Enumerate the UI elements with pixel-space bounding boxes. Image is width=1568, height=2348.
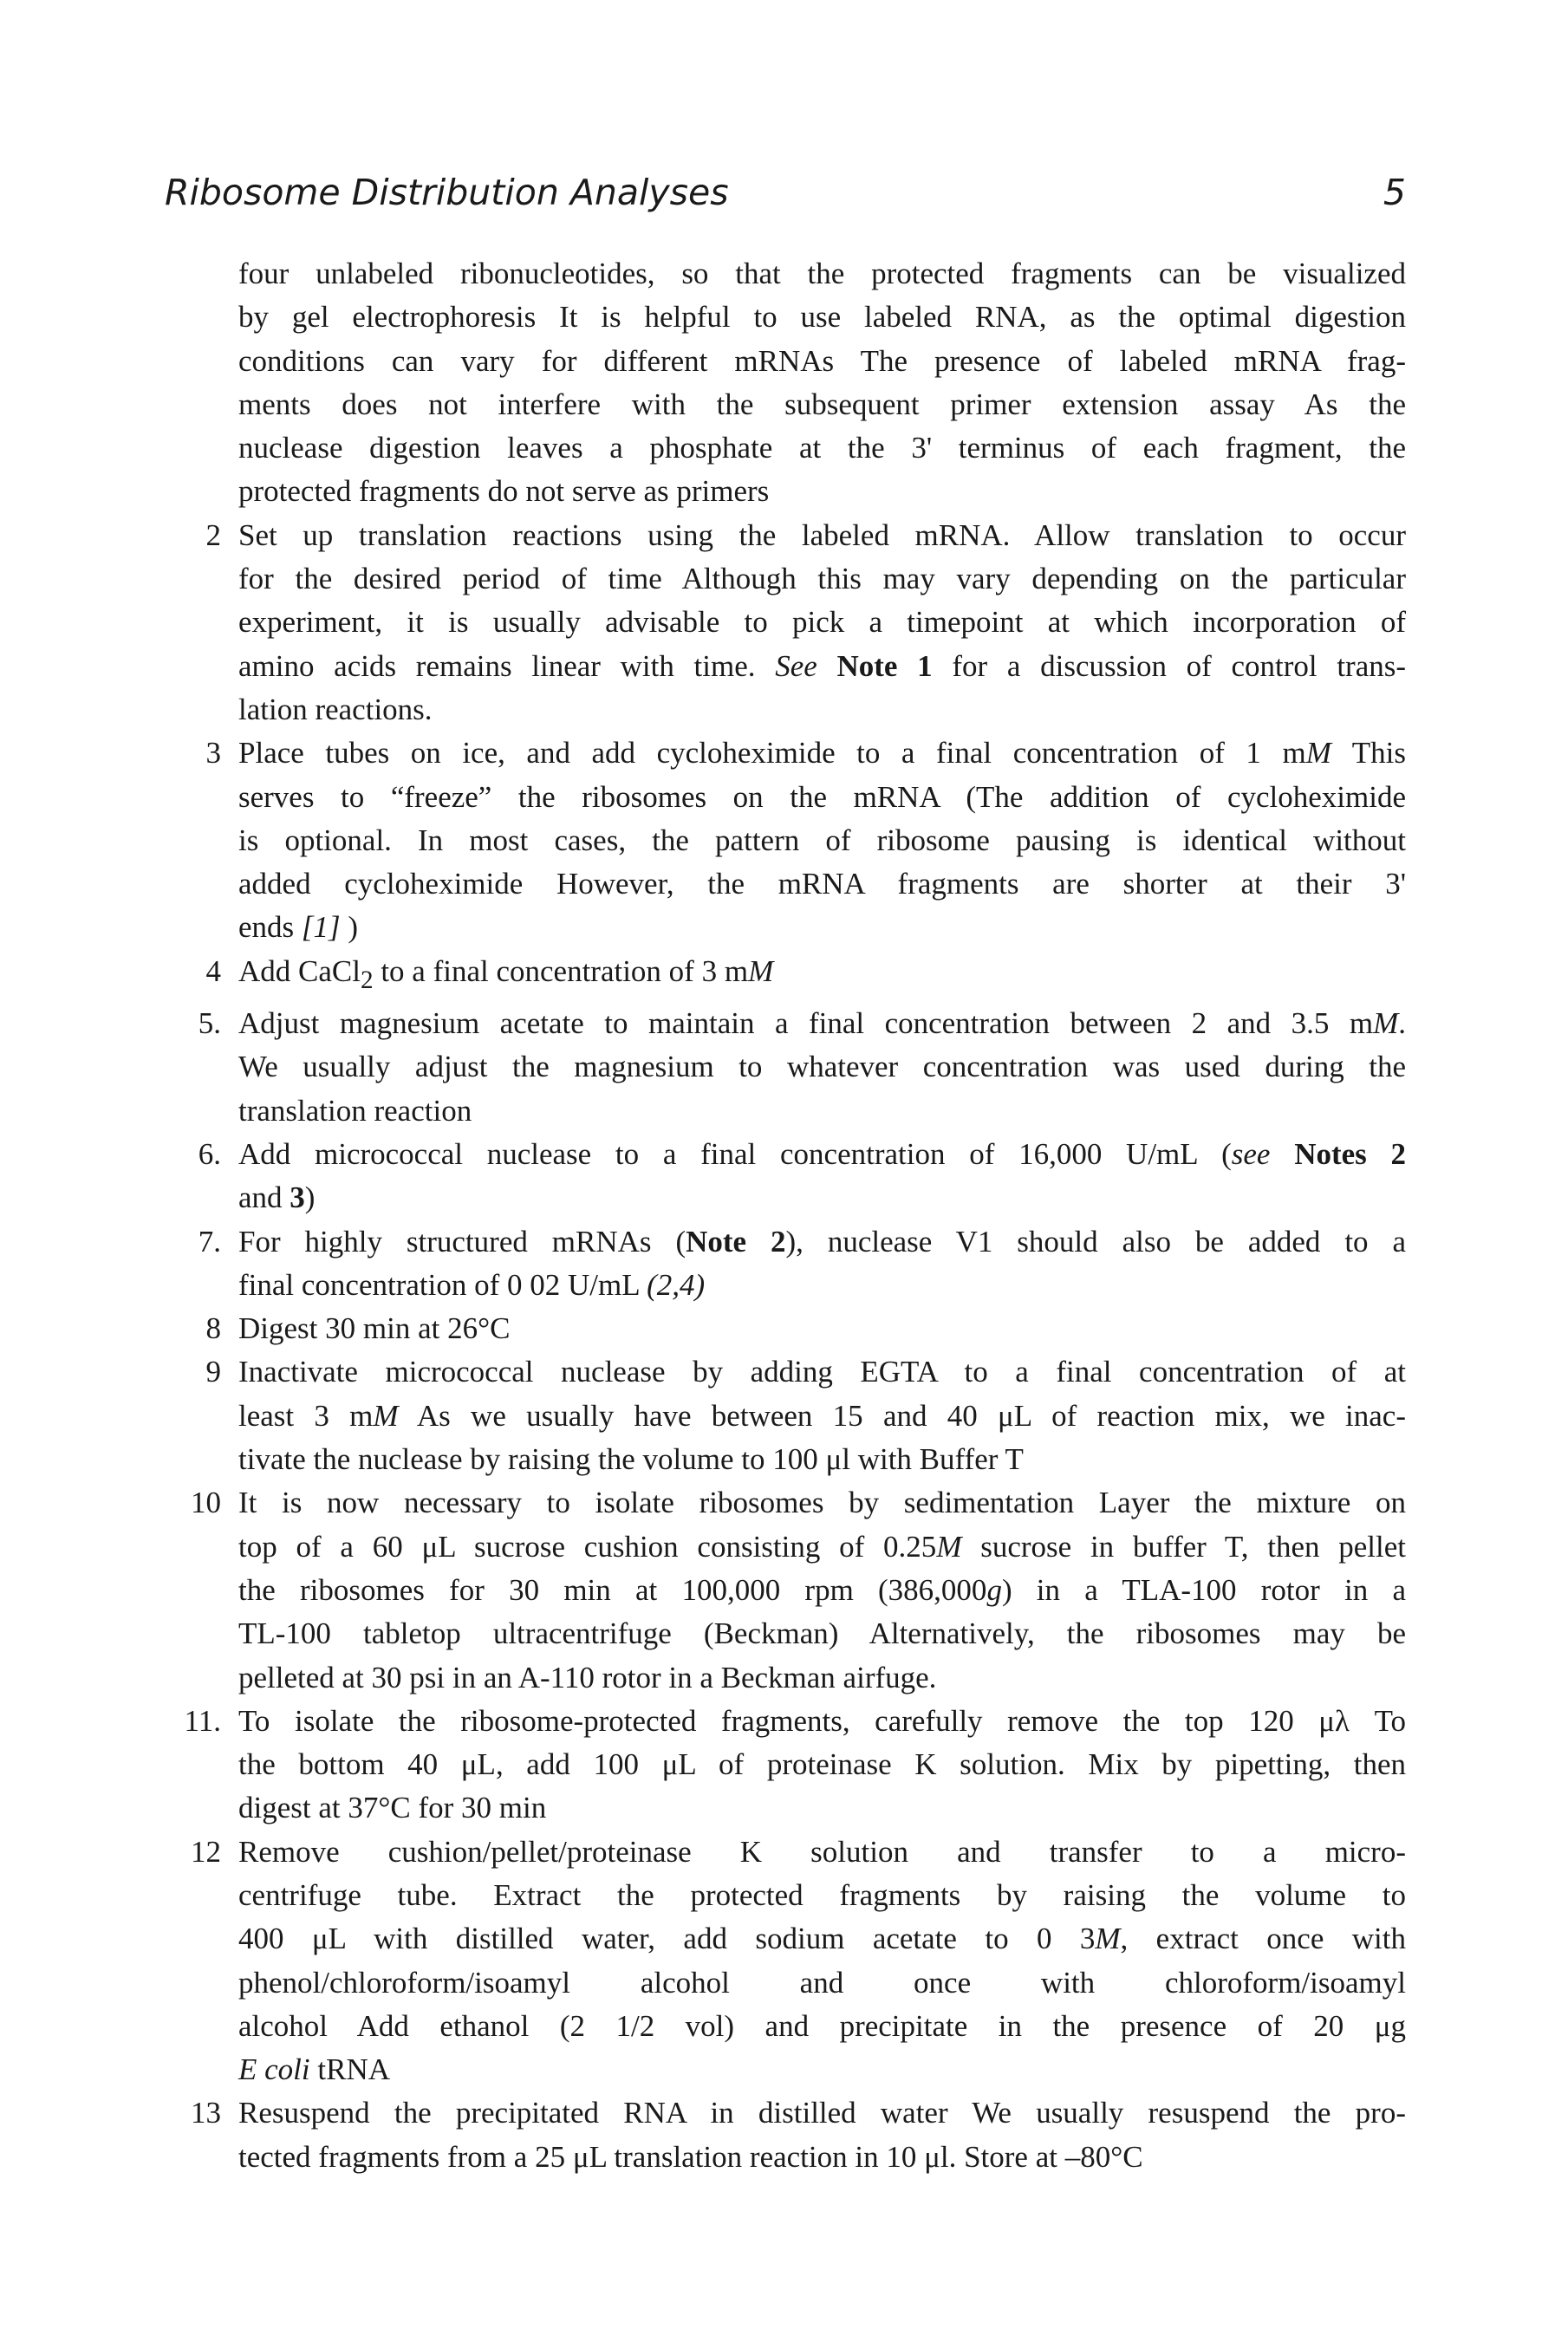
text-line: lation reactions. (238, 692, 433, 726)
text-line: Adjust magnesium acetate to maintain a final concentration between 2 and 3.5 mM. (238, 1006, 1406, 1041)
text-line: Resuspend the precipitated RNA in distilled water We usually resuspend the pro- (238, 2096, 1406, 2130)
text-line: nuclease digestion leaves a phosphate at the 3' terminus of each fragment, the (238, 431, 1406, 465)
protocol-step (165, 1307, 1406, 1350)
step-number: 5. (198, 1006, 221, 1041)
step-number: 7. (198, 1224, 221, 1259)
text-line: alcohol Add ethanol (2 1/2 vol) and precipitate in the presence of 20 μg (238, 2008, 1406, 2043)
protocol-step (165, 732, 1406, 949)
step-number: 6. (198, 1136, 221, 1171)
text-line: for the desired period of time Although this may vary depending on the particular (238, 562, 1406, 596)
text-line: conditions can vary for different mRNAs The presence of labeled mRNA frag- (238, 343, 1406, 378)
protocol-step (165, 1481, 1406, 1699)
text-line: is optional. In most cases, the pattern of ribosome pausing is identical without (238, 823, 1406, 857)
text-line: Remove cushion/pellet/proteinase K solution and transfer to a micro- (238, 1834, 1406, 1869)
text-line: amino acids remains linear with time. See Note 1 for a discussion of control trans- (238, 648, 1407, 683)
text-line: the bottom 40 μL, add 100 μL of proteinase K solution. Mix by pipetting, then (238, 1747, 1406, 1782)
protocol-step (165, 950, 1406, 1002)
text-line: 400 μL with distilled water, add sodium acetate to 0 3M, extract once with (238, 1922, 1406, 1956)
running-title: Ribosome Distribution Analyses (165, 172, 729, 213)
text-line: TL-100 tabletop ultracentrifuge (Beckman) Alternatively, the ribosomes may be (238, 1616, 1406, 1651)
protocol-step (165, 1002, 1406, 1133)
protocol-step (165, 1350, 1406, 1481)
text-line: E coli tRNA (238, 2052, 390, 2087)
protocol-step (165, 514, 1406, 732)
running-header (165, 166, 1406, 218)
step-number: 2 (205, 517, 221, 552)
protocol-step (165, 1220, 1406, 1308)
text-line: Set up translation reactions using the labeled mRNA. Allow translation to occur (238, 517, 1406, 552)
text-line: tected fragments from a 25 μL translation reaction in 10 μl. Store at –80°C (238, 2139, 1143, 2174)
text-line: final concentration of 0 02 U/mL (2,4) (238, 1267, 706, 1302)
step-number: 11. (184, 1703, 221, 1738)
text-line: added cycloheximide However, the mRNA fragments are shorter at their 3' (238, 867, 1406, 901)
text-line: top of a 60 μL sucrose cushion consisting of 0.25M sucrose in buffer T, then pellet (238, 1529, 1406, 1564)
step-number: 13 (191, 2096, 221, 2130)
text-line: Place tubes on ice, and add cycloheximide to a final concentration of 1 mM This (238, 736, 1406, 771)
text-line: pelleted at 30 psi in an A-110 rotor in a Beckman airfuge. (238, 1660, 937, 1694)
protocol-step (165, 1133, 1406, 1220)
text-line: serves to “freeze” the ribosomes on the mRNA (The addition of cycloheximide (238, 779, 1406, 814)
text-line: the ribosomes for 30 min at 100,000 rpm (386,000g) in a TLA-100 rotor in a (238, 1572, 1407, 1607)
protocol-step (165, 1831, 1406, 2092)
text-line: digest at 37°C for 30 min (238, 1791, 547, 1825)
protocol-step (165, 2091, 1406, 2179)
text-line: It is now necessary to isolate ribosomes by sedimentation Layer the mixture on (238, 1486, 1406, 1520)
text-line: ends [1] ) (238, 910, 359, 945)
text-line: To isolate the ribosome-protected fragments, carefully remove the top 120 μλ To (238, 1703, 1406, 1738)
protocol-step (165, 252, 1406, 514)
text-line: four unlabeled ribonucleotides, so that the protected fragments can be visualized (238, 257, 1406, 290)
text-line: Digest 30 min at 26°C (238, 1311, 511, 1346)
step-number: 3 (205, 736, 221, 771)
text-line: translation reaction (238, 1093, 472, 1128)
text-line: least 3 mM As we usually have between 15 and 40 μL of reaction mix, we inac- (238, 1398, 1406, 1433)
step-number: 8 (205, 1311, 221, 1346)
step-number: 12 (191, 1834, 221, 1869)
text-line: Inactivate micrococcal nuclease by adding EGTA to a final concentration of at (238, 1355, 1406, 1389)
text-line: centrifuge tube. Extract the protected fragments by raising the volume to (238, 1877, 1406, 1912)
text-line: For highly structured mRNAs (Note 2), nuclease V1 should also be added to a (238, 1224, 1406, 1259)
step-number: 4 (205, 953, 221, 988)
text-line: tivate the nuclease by raising the volume to 100 μl with Buffer T (238, 1442, 1024, 1477)
text-line: ments does not interfere with the subsequent primer extension assay As the (238, 387, 1406, 421)
page-number: 5 (1383, 172, 1406, 213)
text-line: We usually adjust the magnesium to whatever concentration was used during the (238, 1050, 1406, 1084)
step-number: 9 (205, 1355, 221, 1389)
step-number: 10 (191, 1486, 221, 1520)
text-line: Add micrococcal nuclease to a final concentration of 16,000 U/mL (see Notes 2 (238, 1136, 1406, 1171)
text-line: Add CaCl$_2$ to a final concentration of 3 mM (238, 953, 774, 994)
text-line: protected fragments do not serve as primers (238, 474, 770, 509)
text-line: and 3) (238, 1181, 316, 1215)
protocol-step (165, 1700, 1406, 1831)
protocol-steps (165, 252, 1406, 2179)
text-line: experiment, it is usually advisable to pick a timepoint at which incorporation of (238, 605, 1406, 640)
text-line: by gel electrophoresis It is helpful to use labeled RNA, as the optimal digestion (238, 300, 1406, 335)
text-line: phenol/chloroform/isoamyl alcohol and once with chloroform/isoamyl (238, 1965, 1406, 2000)
